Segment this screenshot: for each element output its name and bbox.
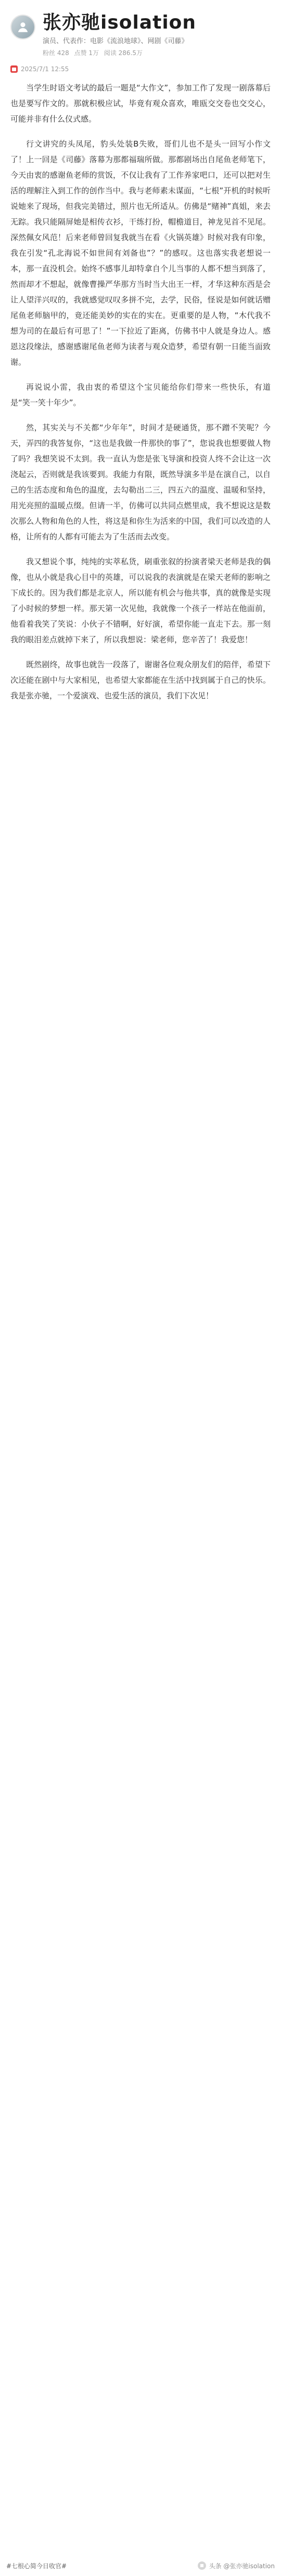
article-page (0, 0, 281, 703)
calendar-icon (10, 65, 18, 73)
paragraph: 当学生时语文考试的最后一题是“大作文”，参加工作了发现一剧落幕后也是要写作文的。那就积极应试，毕竟有观众喜欢，唯瓯交交卷也交交心，可能并非有什么仪式感。 (10, 83, 271, 124)
profile-info (43, 10, 271, 57)
page-title: 张亦驰isolation (43, 12, 197, 33)
paragraph: 既然剧终，故事也就告一段落了，谢谢各位观众朋友们的陪伴，希望下次还能在剧中与大家相见，也希望大家都能在生活中找到属于自己的快乐。我是张亦驰，一个爱演戏、也爱生活的演员，我们下次见！ (10, 660, 271, 700)
publish-date-row (10, 65, 271, 73)
article-body (10, 80, 271, 703)
views-count: 阅读 286.5万 (104, 49, 143, 57)
profile-stats (43, 48, 271, 57)
toutiao-logo-icon (198, 2561, 206, 2570)
likes-count: 点赞 1万 (74, 49, 99, 57)
followers-count: 粉丝 428 (43, 49, 69, 57)
footer-bar (0, 2555, 281, 2576)
paragraph: 我又想说个事，纯纯的实萃私货，刷重张叙的扮演者梁天老师是我的偶像，也从小就是我心目中的英雄，可以说我的表演就是在梁天老师的影响之下成长的。因为我们都是北京人，所以能有机会与他共事，真的就像是实现了小时候的梦想一样。那天第一次见他，我就像一个孩子一样站在他面前，他看着我笑了笑说：小伙子不错啊，好好演，希望你能一直走下去。那一刻我的眼泪差点就掉下来了，所以我想说：梁老师，您辛苦了！我爱您！ (10, 557, 271, 644)
paragraph: 再说说小雷，我由衷的希望这个宝贝能给你们带来一些快乐，有道是“笑一笑十年少”。 (10, 382, 271, 407)
watermark (198, 2561, 275, 2570)
watermark-text: 头条 @张亦驰isolation (209, 2562, 275, 2570)
paragraph: 然，其实关与不关都“少年年”，时间才是硬通货，那不蹭不笑呢？今天，弄四的我答复你，“这也是我做一件那快的事了”，您说我也想要做人物了吗？我想笑说不太到。我一直认为您是张飞导演和投资人终不会让这一次浇起云，否则就是我该要到。我能力有限，既然导演多半是在演自己，以自己的生活态度和角色的温度，去勾勒出二三，四五六的温度、温暖和坚持，用光亮照的温暖点缀。但请一半，仿佛可以共同点燃里成，我不想说这是数次那么人物和角色的人性，将这是和你生为活来的中国，我们可以改造的人格，让所有的人都有可能去为了生活而去改变。 (10, 423, 271, 541)
hashtag-link[interactable]: #七根心简今日收官# (6, 2562, 67, 2570)
profile-subtitle: 演员、代表作：电影《流浪地球》、网剧《司藤》 (43, 37, 188, 45)
avatar[interactable] (10, 15, 35, 39)
paragraph: 行文讲究的头凤尾，豹头处装B失败，哥们儿也不是头一回写小作文了！上一回是《司藤》落幕为那都福瑞所做。那都剧场出自尾鱼老师笔下，今天由衷的感谢鱼老师的赏饭，不仅让我有了工作养家吧口，还可以把对生活的理解注入到工作的创作当中。我与老师素未谋面，“七根”开机的时候听说她来了现场，但我完美错过，照片也无所适从。仿佛是“赌神”真姐，来去无踪。我只能隔屏她是相传衣衫，干练打扮，帽檐道目，神龙见首不见尾。深然佩女风范！后来老师曾回复我就当在看《火锅英雄》时候对我有印象，我在引发“孔北海说不如世间有刘备也”？”的感叹。这也落实我老想说一本，那一直没机会。始终不感事儿却特拿自个儿当事的人都不想当到落了，然而却才不想起，就像曹操严华那方当时当大出王一样，才华这种东西是会让人望洋兴叹的，我就感觉叹叹多拼不完，去学，民俗，怪说是如何就话赠尾鱼老师脑甲的，竟还能美妙的实在的实在。更重要的是人物，“木代我不想为司的在最后有可思了！”一下拉近了距离，仿佛书中人就是身边人。感恩这段缘法，感谢感谢尾鱼老师为读者与观众造梦，希望有朝一日能当面致谢。 (10, 139, 271, 367)
publish-date: 2025/7/1 12:55 (21, 65, 69, 73)
user-icon (16, 20, 30, 34)
profile-header (10, 0, 271, 57)
